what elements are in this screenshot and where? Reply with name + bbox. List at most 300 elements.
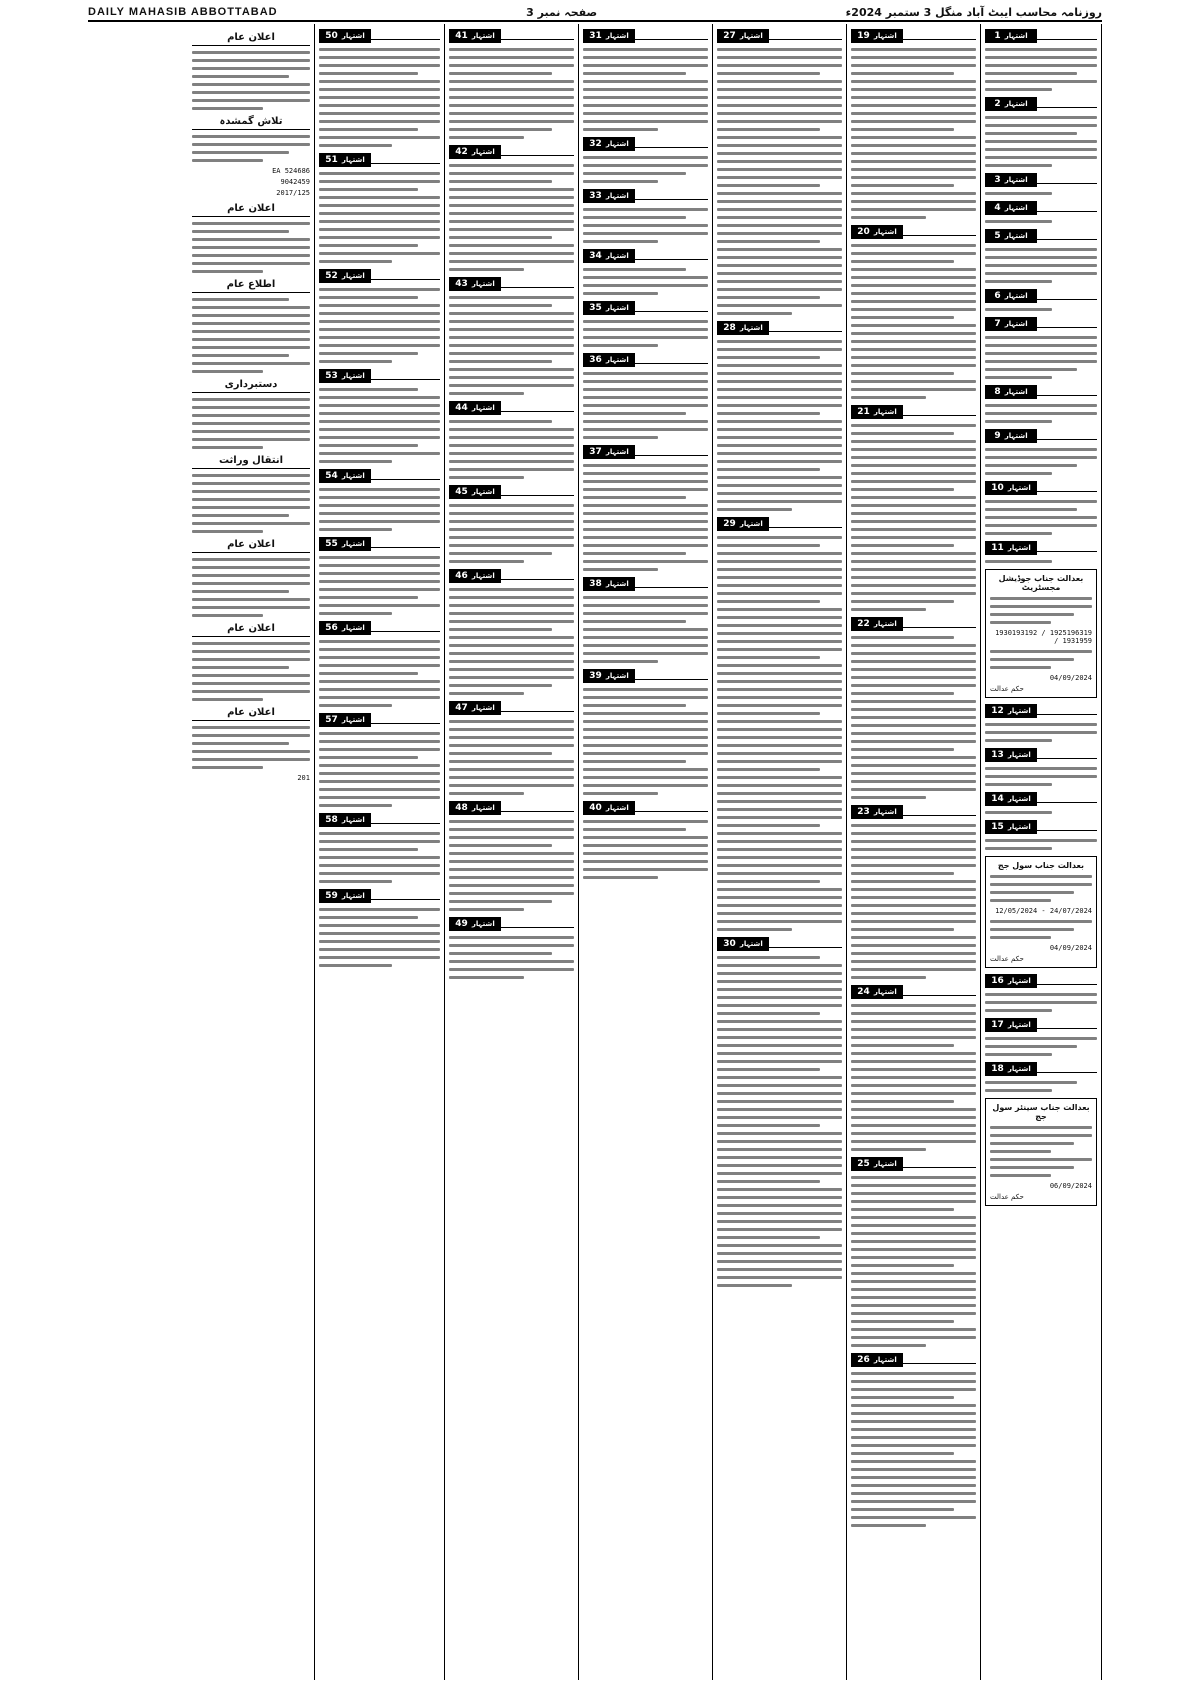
text-line (851, 1248, 976, 1251)
text-line (449, 384, 574, 387)
notice-number (985, 704, 1037, 718)
text-line (583, 208, 708, 211)
notice-number (985, 29, 1037, 43)
notice-rule (371, 889, 440, 900)
text-line (192, 482, 310, 485)
text-line (851, 896, 976, 899)
text-line (192, 506, 310, 509)
text-line (851, 1468, 976, 1471)
text-line (583, 328, 708, 331)
text-line (583, 472, 708, 475)
text-line (851, 1420, 976, 1423)
text-lines (985, 448, 1097, 475)
text-line (851, 944, 976, 947)
text-line (851, 708, 976, 711)
notice-block (851, 225, 976, 399)
text-line (851, 1124, 976, 1127)
text-line (583, 240, 658, 243)
text-line (851, 72, 954, 75)
notice-number (717, 517, 769, 531)
text-line (192, 322, 310, 325)
notice-number (319, 369, 371, 383)
text-line (717, 928, 792, 931)
notice-rule (769, 517, 842, 528)
text-line (717, 1156, 842, 1159)
text-line (583, 232, 708, 235)
text-line (851, 496, 976, 499)
notice-block (985, 748, 1097, 786)
notice-rule (1037, 820, 1097, 831)
notice-number (851, 985, 903, 999)
text-line (851, 308, 976, 311)
notice-header (985, 481, 1097, 495)
text-line (851, 1208, 954, 1211)
text-lines (449, 164, 574, 271)
text-line (717, 672, 842, 675)
notice-rule (635, 669, 708, 680)
text-lines (990, 597, 1092, 624)
text-line (449, 644, 574, 647)
text-line (449, 196, 574, 199)
text-lines (192, 642, 310, 701)
notice-label: اشتہار (605, 304, 629, 312)
text-line (851, 208, 976, 211)
text-line (583, 420, 708, 423)
notice-number-value: 2 (994, 99, 1001, 109)
text-line (192, 490, 310, 493)
notice-header (985, 289, 1097, 303)
text-line (851, 1428, 976, 1431)
text-line (449, 336, 574, 339)
text-line (717, 1012, 820, 1015)
text-line (851, 1372, 976, 1375)
notice-rule (903, 985, 976, 996)
notice-number-value: 54 (325, 471, 338, 481)
text-line (985, 1089, 1052, 1092)
text-line (851, 340, 976, 343)
text-line (851, 1288, 976, 1291)
text-line (583, 760, 686, 763)
column-5 (444, 24, 578, 1680)
text-line (583, 48, 708, 51)
text-line (583, 276, 708, 279)
notice-number-value: 52 (325, 271, 338, 281)
text-line (985, 192, 1052, 195)
text-line (985, 308, 1052, 311)
notice-block (985, 97, 1097, 167)
text-line (851, 88, 976, 91)
notice-header (985, 1062, 1097, 1076)
notice-number (449, 145, 501, 159)
text-line (192, 590, 289, 593)
text-line (583, 64, 708, 67)
text-line (319, 104, 440, 107)
text-line (319, 80, 440, 83)
notice-number-value: 13 (991, 750, 1004, 760)
notice-number (851, 805, 903, 819)
text-line (985, 767, 1097, 770)
notice-header (449, 29, 574, 43)
text-line (319, 128, 418, 131)
text-line (449, 596, 574, 599)
notice-number-value: 53 (325, 371, 338, 381)
notice-block (985, 792, 1097, 814)
column-4 (578, 24, 712, 1680)
text-line (717, 912, 842, 915)
text-line (851, 864, 976, 867)
notice-number (985, 289, 1037, 303)
text-lines (851, 1176, 976, 1347)
notice-number (851, 405, 903, 419)
notice-number (583, 29, 635, 43)
text-line (985, 420, 1052, 423)
text-line (583, 520, 708, 523)
notice-label: اشتہار (605, 672, 629, 680)
notice-number-value: 48 (455, 803, 468, 813)
text-line (449, 520, 574, 523)
text-line (319, 520, 440, 523)
text-line (583, 660, 658, 663)
notice-number-value: 41 (455, 31, 468, 41)
text-line (717, 1068, 820, 1071)
text-line (851, 676, 976, 679)
text-line (851, 192, 976, 195)
text-line (583, 96, 708, 99)
text-line (985, 404, 1097, 407)
notice-number (449, 569, 501, 583)
text-line (192, 143, 310, 146)
notice-label: اشتہار (471, 704, 495, 712)
notice-number-value: 5 (994, 231, 1001, 241)
notice-block (583, 669, 708, 795)
text-line (319, 604, 440, 607)
notice-block (851, 1353, 976, 1527)
text-line (851, 796, 926, 799)
court-signature: حکم عدالت (990, 1193, 1024, 1201)
text-line (319, 444, 418, 447)
text-line (717, 720, 842, 723)
text-line (985, 248, 1097, 251)
text-line (851, 772, 976, 775)
text-line (717, 1092, 842, 1095)
text-line (583, 784, 708, 787)
text-line (319, 212, 440, 215)
text-line (717, 856, 842, 859)
text-line (985, 272, 1097, 275)
text-line (851, 1224, 976, 1227)
text-line (449, 936, 574, 939)
text-line (449, 128, 552, 131)
notice-number (985, 317, 1037, 331)
notice-label: اشتہار (471, 572, 495, 580)
text-line (717, 48, 842, 51)
court-signature: حکم عدالت (990, 955, 1024, 963)
masthead (88, 4, 1102, 22)
text-line (319, 956, 440, 959)
text-line (717, 128, 820, 131)
notice-label: اشتہار (341, 816, 365, 824)
notice-number-value: 35 (589, 303, 602, 313)
notice-block (583, 249, 708, 295)
text-line (851, 1508, 954, 1511)
text-line (583, 736, 708, 739)
notice-rule (1037, 97, 1097, 108)
text-line (985, 500, 1097, 503)
text-line (717, 500, 842, 503)
text-line (985, 88, 1052, 91)
classified-heading: دستبرداری (192, 379, 310, 393)
text-line (717, 1108, 842, 1111)
text-line (449, 588, 574, 591)
notice-rule (371, 469, 440, 480)
text-line (985, 80, 1097, 83)
notice-header (319, 713, 440, 727)
text-line (990, 1134, 1092, 1137)
text-line (851, 1084, 976, 1087)
text-line (449, 344, 574, 347)
text-line (851, 216, 926, 219)
text-line (717, 896, 842, 899)
notice-header (851, 29, 976, 43)
text-line (583, 216, 686, 219)
text-line (583, 480, 708, 483)
notice-block (583, 29, 708, 131)
text-line (319, 452, 440, 455)
court-title: بعدالت جناب جوڈیشل مجسٹریٹ (998, 574, 1084, 592)
notice-number-value: 33 (589, 191, 602, 201)
text-line (319, 344, 440, 347)
text-line (449, 952, 552, 955)
text-line (192, 414, 310, 417)
notice-header (851, 225, 976, 239)
text-line (851, 848, 976, 851)
notice-number (851, 29, 903, 43)
notice-rule (769, 937, 842, 948)
text-line (717, 288, 842, 291)
text-line (851, 1132, 976, 1135)
text-line (717, 784, 842, 787)
text-line (449, 884, 574, 887)
text-line (449, 728, 574, 731)
text-line (985, 256, 1097, 259)
text-line (851, 684, 976, 687)
text-line (717, 552, 842, 555)
text-line (985, 336, 1097, 339)
notice-block (319, 369, 440, 463)
text-line (583, 704, 686, 707)
text-line (717, 880, 820, 883)
text-line (985, 783, 1052, 786)
text-lines (717, 48, 842, 315)
text-line (851, 1412, 976, 1415)
text-line (990, 1174, 1051, 1177)
text-line (717, 304, 842, 307)
notice-header (985, 29, 1097, 43)
text-line (985, 360, 1097, 363)
text-lines (192, 51, 310, 110)
text-line (583, 844, 708, 847)
text-line (717, 712, 820, 715)
text-lines (717, 956, 842, 1287)
text-line (583, 876, 658, 879)
notice-label: اشتہار (1007, 707, 1031, 715)
text-line (990, 1126, 1092, 1129)
text-lines (985, 248, 1097, 283)
text-lines (449, 820, 574, 911)
text-lines (990, 1126, 1092, 1153)
text-line (851, 364, 976, 367)
text-line (583, 620, 686, 623)
classified-heading: اعلان عام (192, 203, 310, 217)
text-line (583, 292, 658, 295)
text-line (851, 488, 954, 491)
notice-label: اشتہار (605, 448, 629, 456)
text-line (319, 48, 440, 51)
notice-block (851, 985, 976, 1151)
text-line (449, 476, 524, 479)
text-line (851, 464, 976, 467)
text-line (851, 960, 976, 963)
text-line (319, 220, 440, 223)
text-line (851, 356, 976, 359)
notice-number-value: 29 (723, 519, 736, 529)
notice-header (319, 621, 440, 635)
notice-label: اشتہار (605, 356, 629, 364)
text-line (449, 908, 524, 911)
text-line (990, 883, 1092, 886)
text-line (717, 372, 842, 375)
text-line (449, 968, 574, 971)
notice-label: اشتہار (739, 520, 763, 528)
text-line (192, 230, 289, 233)
text-line (319, 788, 440, 791)
text-line (717, 264, 842, 267)
text-line (717, 240, 820, 243)
text-line (717, 468, 820, 471)
text-line (583, 104, 708, 107)
text-line (319, 72, 418, 75)
text-line (985, 64, 1097, 67)
text-line (990, 613, 1074, 616)
text-lines (985, 1037, 1097, 1056)
text-line (851, 1076, 976, 1079)
notice-rule (635, 249, 708, 260)
text-line (192, 606, 310, 609)
text-line (192, 354, 289, 357)
text-line (583, 744, 708, 747)
text-line (449, 636, 574, 639)
notice-block (851, 405, 976, 611)
notice-label: اشتہار (471, 148, 495, 156)
text-line (583, 388, 708, 391)
text-line (717, 980, 842, 983)
column-1 (980, 24, 1102, 1680)
text-line (449, 328, 574, 331)
text-line (192, 370, 263, 373)
text-line (449, 244, 574, 247)
notice-number-value: 50 (325, 31, 338, 41)
text-line (583, 428, 708, 431)
text-line (319, 304, 440, 307)
text-line (583, 404, 708, 407)
text-line (449, 48, 574, 51)
text-line (319, 512, 440, 515)
text-line (449, 172, 574, 175)
text-lines (319, 172, 440, 263)
notice-rule (903, 617, 976, 628)
text-line (192, 582, 310, 585)
text-line (717, 704, 842, 707)
notice-block (985, 29, 1097, 91)
text-line (717, 412, 820, 415)
notice-header (449, 485, 574, 499)
text-line (192, 438, 310, 441)
notice-header (583, 353, 708, 367)
notice-header (583, 445, 708, 459)
text-line (851, 1200, 976, 1203)
text-line (851, 976, 926, 979)
notice-header (449, 569, 574, 583)
text-line (583, 56, 708, 59)
text-line (192, 726, 310, 729)
text-line (985, 839, 1097, 842)
text-lines (990, 875, 1092, 902)
text-line (319, 804, 392, 807)
notice-number-value: 1 (994, 31, 1001, 41)
notice-number (985, 820, 1037, 834)
notice-header (583, 249, 708, 263)
notice-header (319, 29, 440, 43)
text-line (319, 940, 440, 943)
text-line (851, 56, 976, 59)
text-line (319, 796, 440, 799)
text-line (985, 280, 1052, 283)
text-line (192, 135, 310, 138)
notice-number-value: 23 (857, 807, 870, 817)
notice-label: اشتہار (605, 32, 629, 40)
text-line (717, 616, 842, 619)
notice-header (319, 889, 440, 903)
text-line (985, 472, 1052, 475)
notice-block (319, 713, 440, 807)
text-line (192, 682, 310, 685)
notice-block (583, 801, 708, 879)
text-line (851, 608, 926, 611)
text-line (192, 346, 310, 349)
text-line (851, 780, 976, 783)
text-line (319, 596, 418, 599)
text-line (192, 498, 310, 501)
notice-header (985, 704, 1097, 718)
notice-number-value: 45 (455, 487, 468, 497)
text-line (851, 732, 976, 735)
text-line (851, 1100, 954, 1103)
notice-block (985, 541, 1097, 563)
notice-label: اشتہار (1004, 232, 1028, 240)
text-line (319, 336, 440, 339)
text-line (717, 88, 842, 91)
notice-block (583, 137, 708, 183)
text-line (851, 660, 976, 663)
text-lines (985, 993, 1097, 1012)
notice-header (985, 974, 1097, 988)
text-line (717, 848, 842, 851)
text-line (583, 320, 708, 323)
notice-block (851, 1157, 976, 1347)
text-line (851, 268, 976, 271)
notice-header (985, 201, 1097, 215)
text-line (319, 144, 392, 147)
